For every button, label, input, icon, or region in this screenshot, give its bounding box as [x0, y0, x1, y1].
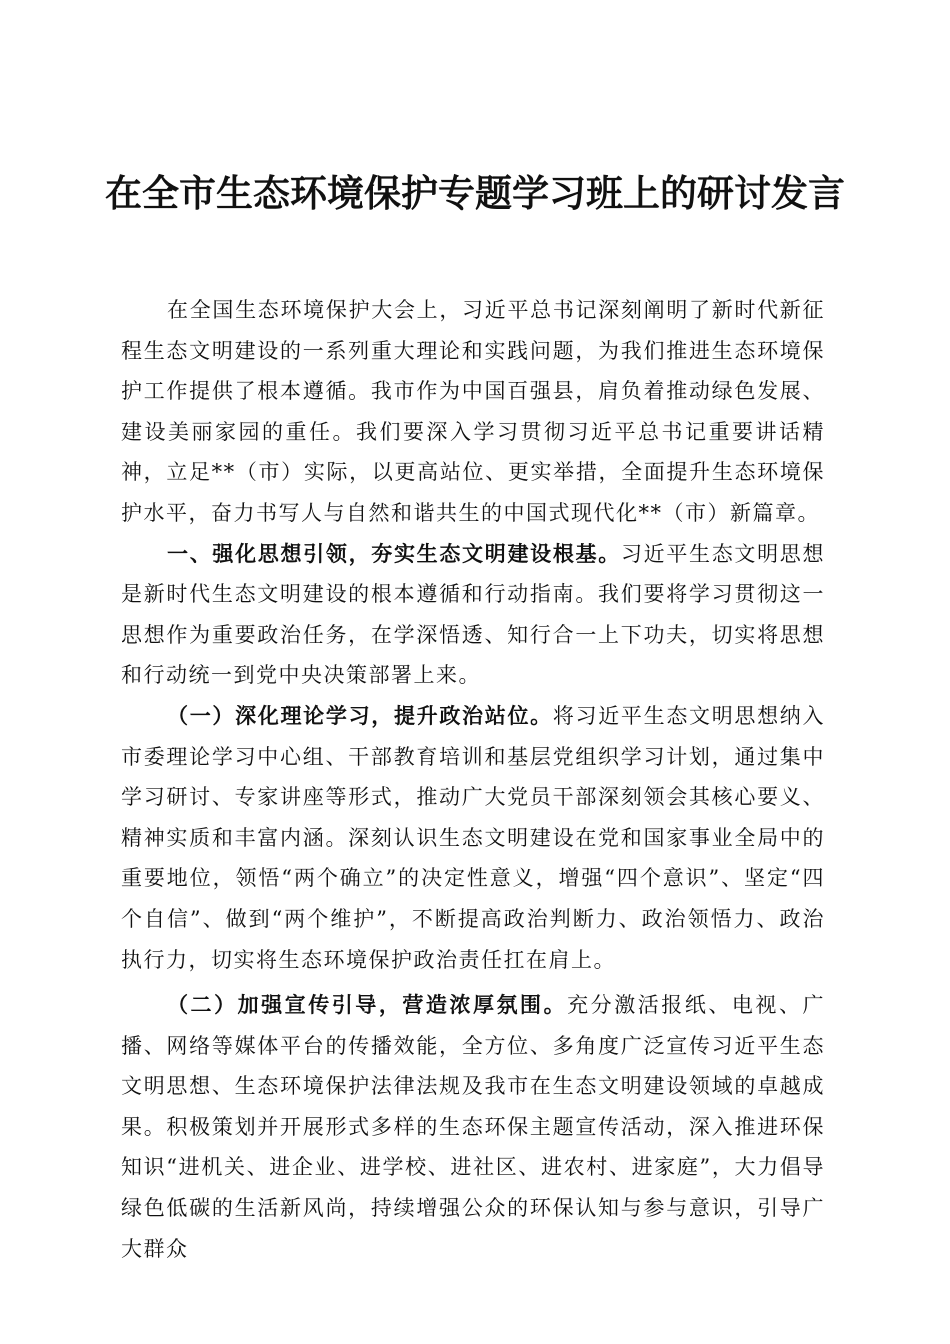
paragraph-text: 习近平生态文明思想是新时代生态文明建设的根本遵循和行动指南。我们要将学习贯彻这一思想作为重要政治任务，在学深悟透、知行合一上下功夫，切实将思想和行动统一到党中央决策部署上来。: [121, 541, 826, 688]
subsection-heading: （二）加强宣传引导，营造浓厚氛围。: [167, 992, 568, 1018]
paragraph-section-1: [121, 534, 825, 696]
paragraph-text: 充分激活报纸、电视、广播、网络等媒体平台的传播效能，全方位、多角度广泛宣传习近平生态文明思想、生态环境保护法律法规及我市在生态文明建设领域的卓越成果。积极策划并开展形式多样的生态环保主题宣传活动，深入推进环保知识“进机关、进企业、进学校、进社区、进农村、进家庭”，大力倡导绿色低碳的生活新风尚，持续增强公众的环保认知与参与意识，引导广大群众: [121, 993, 826, 1261]
document-title: 在全市生态环境保护专题学习班上的研讨发言: [105, 171, 845, 215]
document-body: [121, 290, 825, 1269]
subsection-heading: （一）深化理论学习，提升政治站位。: [167, 702, 553, 728]
paragraph-intro: [121, 290, 825, 534]
paragraph-subsection-1: [121, 696, 825, 980]
paragraph-subsection-2: [121, 985, 825, 1269]
paragraph-text: 在全国生态环境保护大会上，习近平总书记深刻阐明了新时代新征程生态文明建设的一系列重大理论和实践问题，为我们推进生态环境保护工作提供了根本遵循。我市作为中国百强县，肩负着推动绿色发展、建设美丽家园的重任。我们要深入学习贯彻习近平总书记重要讲话精神，立足**（市）实际，以更高站位、更实举措，全面提升生态环境保护水平，奋力书写人与自然和谐共生的中国式现代化**（市）新篇章。: [121, 298, 825, 525]
section-heading: 一、强化思想引领，夯实生态文明建设根基。: [167, 541, 621, 566]
paragraph-text: 将习近平生态文明思想纳入市委理论学习中心组、干部教育培训和基层党组织学习计划，通过集中学习研讨、专家讲座等形式，推动广大党员干部深刻领会其核心要义、精神实质和丰富内涵。深刻认识生态文明建设在党和国家事业全局中的重要地位，领悟“两个确立”的决定性意义，增强“四个意识”、坚定“四个自信”、做到“两个维护”，不断提高政治判断力、政治领悟力、政治执行力，切实将生态环境保护政治责任扛在肩上。: [121, 703, 826, 972]
